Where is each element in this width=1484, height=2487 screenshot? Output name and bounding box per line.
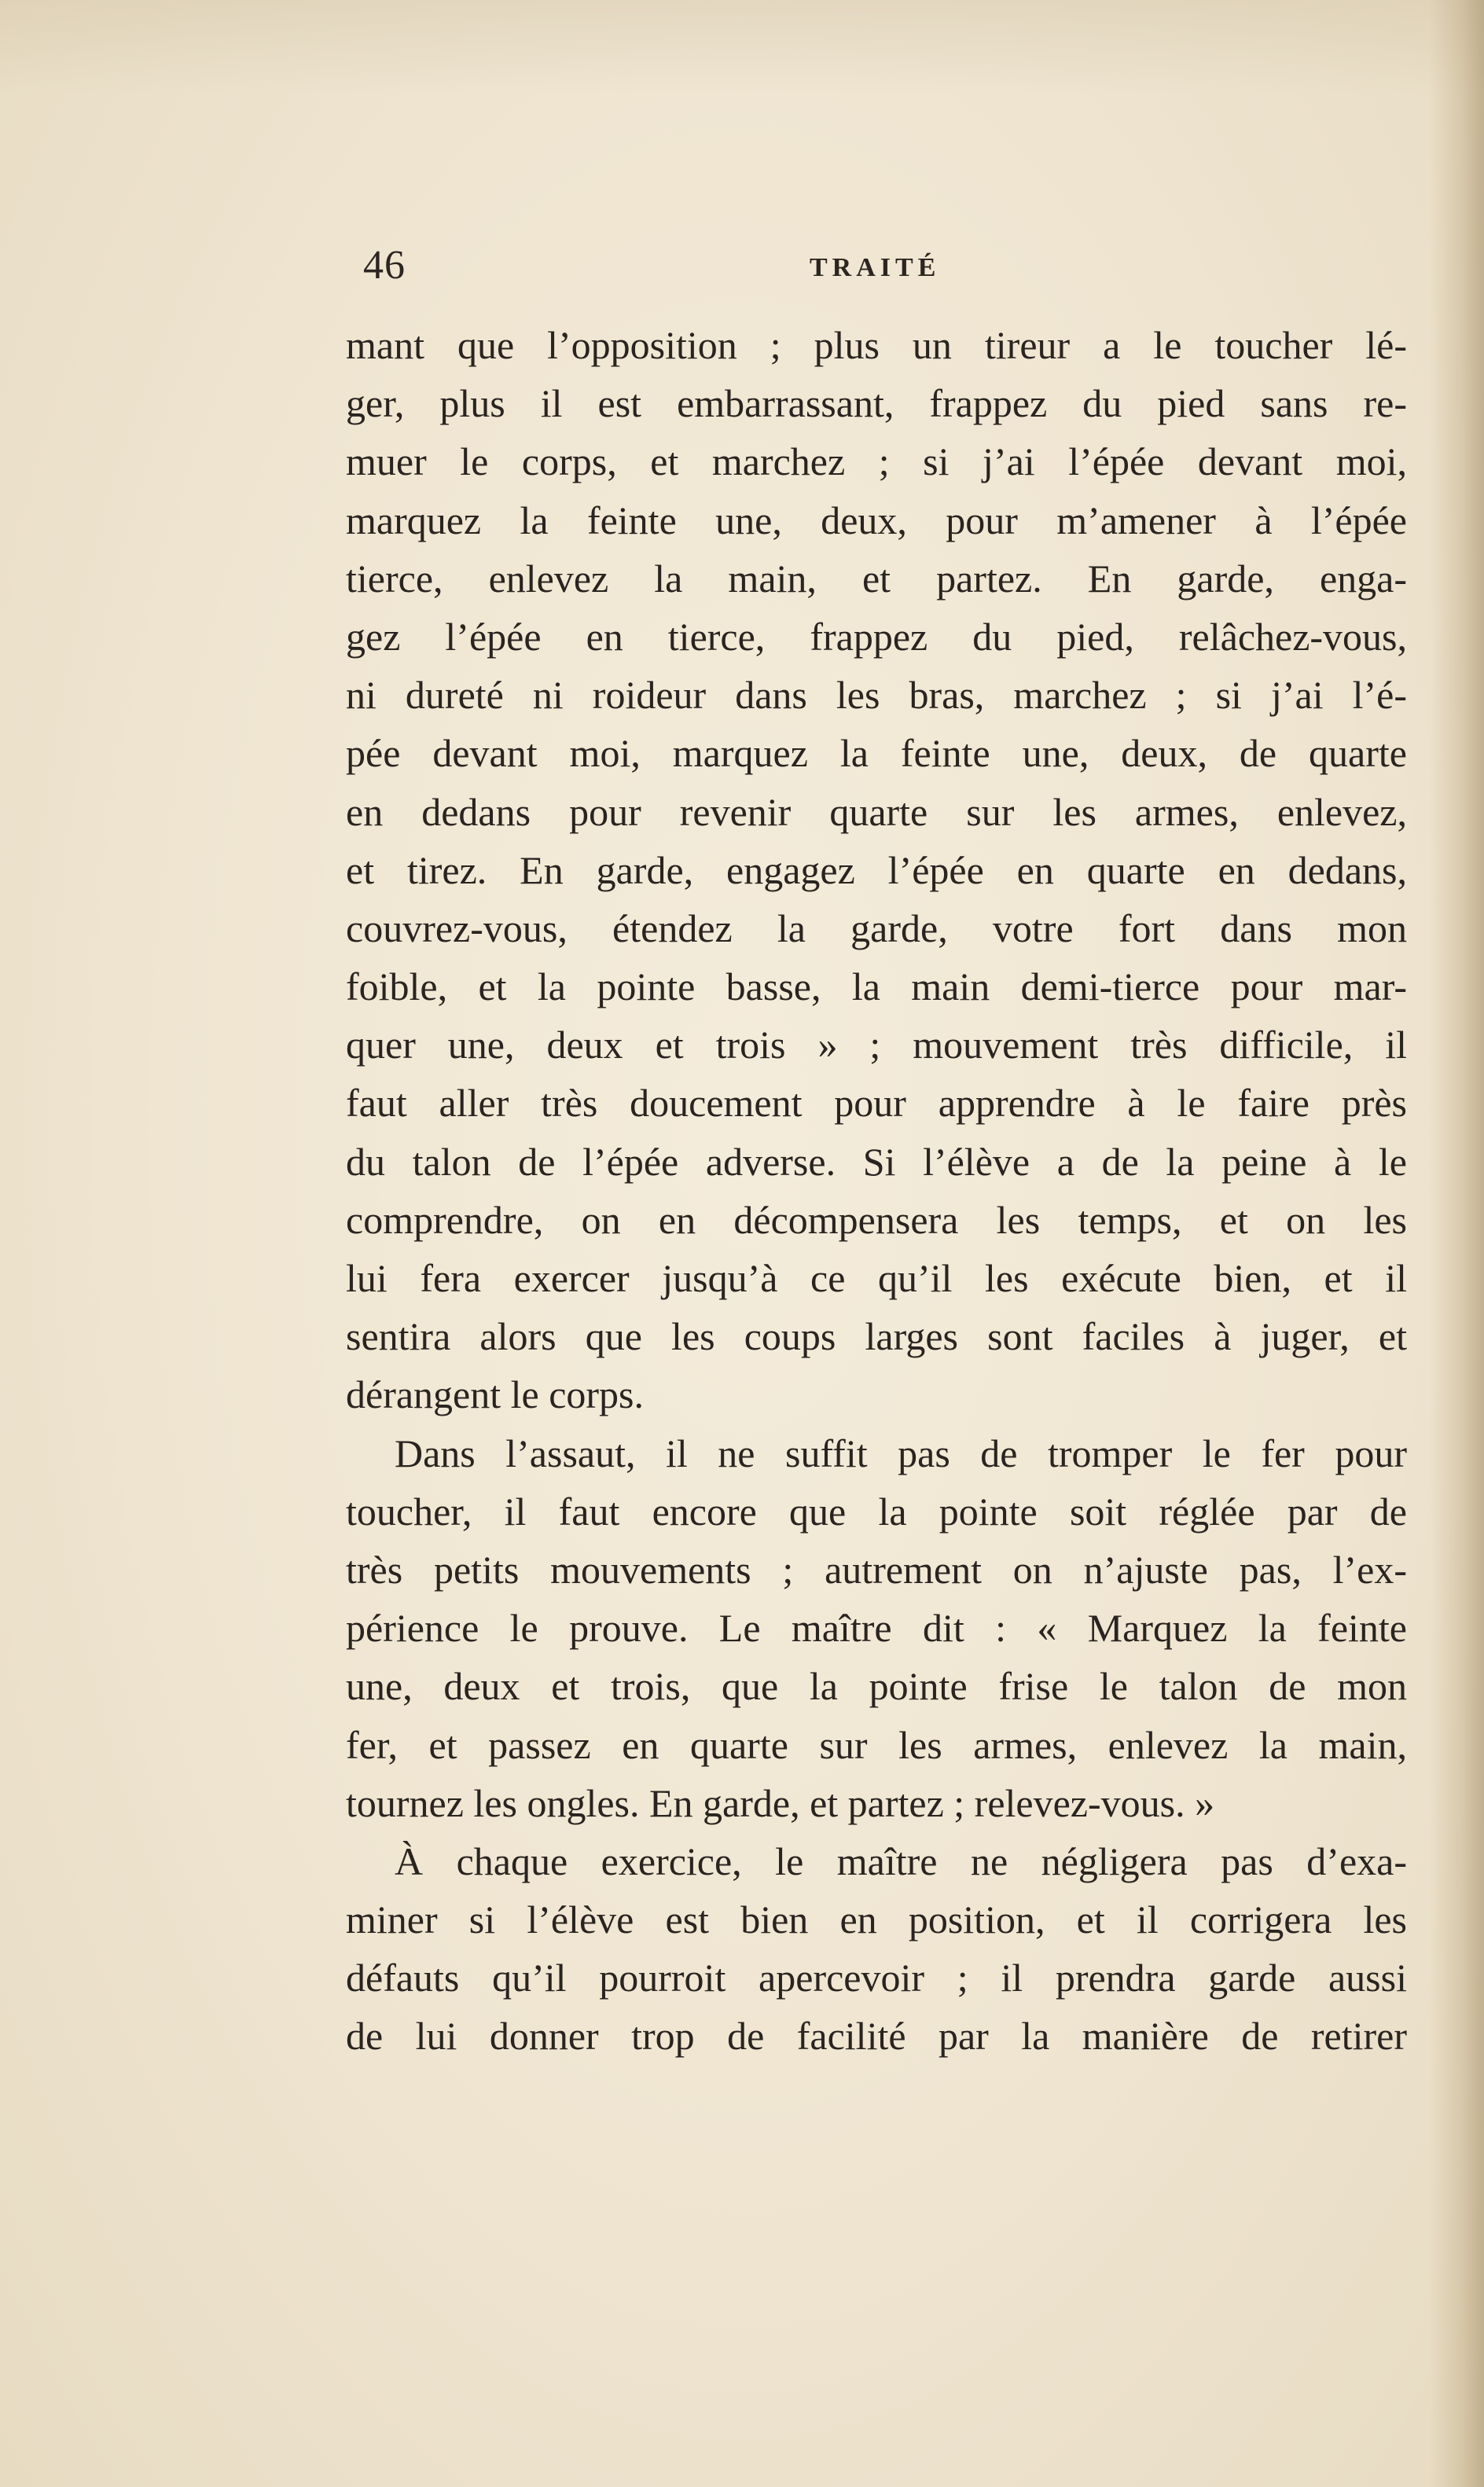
page-header [363,236,1401,307]
text-line: foible, et la pointe basse, la main demi-tierce pour mar- [346,964,1407,1009]
text-line: muer le corps, et marchez ; si j’ai l’épée devant moi, [346,439,1407,484]
text-line: du talon de l’épée adverse. Si l’élève a de la peine à le [346,1139,1407,1184]
text-line: tierce, enlevez la main, et partez. En garde, enga- [346,556,1407,601]
text-line: une, deux et trois, que la pointe frise le talon de mon [346,1664,1407,1709]
text-line: ni dureté ni roideur dans les bras, marchez ; si j’ai l’é- [346,673,1407,718]
text-line: quer une, deux et trois » ; mouvement très difficile, il [346,1023,1407,1067]
text-line: mant que l’opposition ; plus un tireur a le toucher lé- [346,323,1407,367]
text-line: marquez la feinte une, deux, pour m’amener à l’épée [346,498,1407,542]
text-line: ger, plus il est embarrassant, frappez du pied sans re- [346,381,1407,426]
text-line: très petits mouvements ; autrement on n’ajuste pas, l’ex- [346,1547,1407,1592]
page-edge-shadow [1429,0,1484,2487]
text-line: tournez les ongles. En garde, et partez ; relevez-vous. » [346,1780,1215,1825]
text-line: comprendre, on en décompensera les temps, et on les [346,1197,1407,1242]
text-line: défauts qu’il pourroit apercevoir ; il prendra garde aussi [346,1956,1407,2000]
text-line: lui fera exercer jusqu’à ce qu’il les exécute bien, et il [346,1256,1407,1300]
text-line: faut aller très doucement pour apprendre à le faire près [346,1081,1407,1126]
text-line: en dedans pour revenir quarte sur les armes, enlevez, [346,789,1407,834]
text-line: dérangent le corps. [346,1372,645,1417]
text-line: de lui donner trop de facilité par la manière de retirer [346,2014,1407,2059]
page-top-shading [0,0,1484,94]
text-line: périence le prouve. Le maître dit : « Marquez la feinte [346,1606,1407,1651]
page-number: 46 [363,243,406,288]
text-line: fer, et passez en quarte sur les armes, enlevez la main, [346,1722,1407,1767]
text-line: couvrez-vous, étendez la garde, votre fort dans mon [346,906,1407,950]
text-line: Dans l’assaut, il ne suffit pas de tromper le fer pour [395,1431,1407,1475]
text-line: gez l’épée en tierce, frappez du pied, relâchez-vous, [346,614,1407,659]
running-title: TRAITÉ [810,253,941,282]
text-line: pée devant moi, marquez la feinte une, deux, de quarte [346,731,1407,776]
text-line: sentira alors que les coups larges sont faciles à juger, et [346,1314,1407,1359]
text-line: et tirez. En garde, engagez l’épée en quarte en dedans, [346,847,1407,892]
text-line: miner si l’élève est bien en position, et il corrigera les [346,1897,1407,1942]
text-line: toucher, il faut encore que la pointe soit réglée par de [346,1489,1407,1534]
text-line: À chaque exercice, le maître ne négligera pas d’exa- [395,1839,1407,1883]
body-text [346,316,1407,2066]
